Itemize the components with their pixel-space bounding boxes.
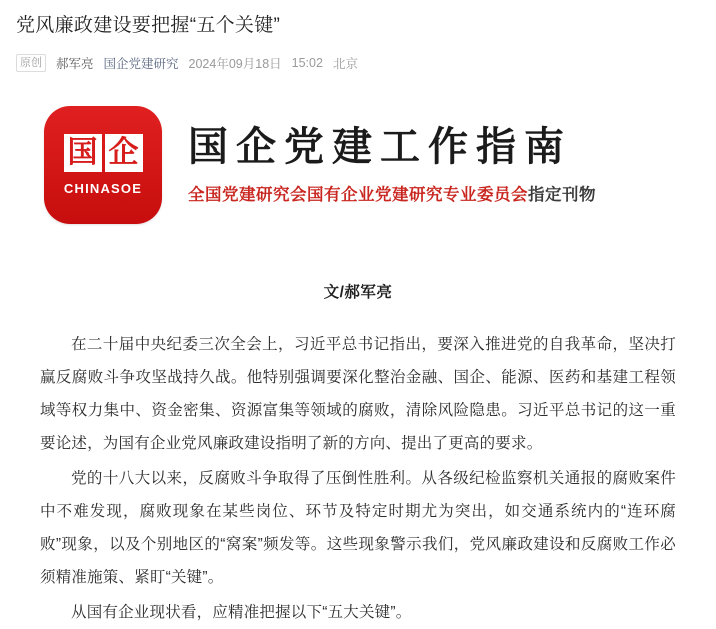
meta-date: 2024年09月18日 xyxy=(188,57,282,71)
original-badge: 原创 xyxy=(16,54,46,72)
masthead-banner xyxy=(0,106,716,224)
meta-location: 北京 xyxy=(332,57,358,71)
paragraph: 在二十届中央纪委三次全会上，习近平总书记指出，要深入推进党的自我革命，坚决打赢反腐败斗争攻坚战持久战。他特别强调要深化整治金融、国企、能源、医药和基建工程领域等权力集中、资金密集、资源富集等领域的腐败，清除风险隐患。习近平总书记的这一重要论述，为国有企业党风廉政建设指明了新的方向、提出了更高的要求。 xyxy=(40,336,676,452)
meta-time: 15:02 xyxy=(291,56,323,70)
banner-subtitle-highlight: 全国党建研究会国有企业党建研究专业委员会 xyxy=(188,185,528,204)
banner-subtitle xyxy=(188,183,686,207)
logo-characters xyxy=(64,134,143,172)
article-meta xyxy=(0,40,716,72)
banner-title: 国企党建工作指南 xyxy=(188,124,572,170)
logo-char-2: 企 xyxy=(105,134,143,172)
page-title: 党风廉政建设要把握“五个关键” xyxy=(16,15,281,36)
byline: 文/郝军亮 xyxy=(323,284,393,301)
banner-text-block xyxy=(188,123,686,207)
paragraph: 从国有企业现状看，应精准把握以下“五大关键”。 xyxy=(71,604,412,621)
meta-account-link[interactable]: 国企党建研究 xyxy=(103,57,179,71)
paragraph: 党的十八大以来，反腐败斗争取得了压倒性胜利。从各级纪检监察机关通报的腐败案件中不难发现，腐败现象在某些岗位、环节及特定时期尤为突出，如交通系统内的“连环腐败”现象，以及个别地区的“窝案”频发等。这些现象警示我们，党风廉政建设和反腐败工作必须精准施策、紧盯“关键”。 xyxy=(40,470,676,586)
banner-subtitle-rest: 指定刊物 xyxy=(528,185,596,204)
logo-subtext: CHINASOE xyxy=(63,181,143,196)
article-body xyxy=(0,328,716,629)
logo-char-1: 国 xyxy=(64,134,102,172)
chinasoe-logo xyxy=(44,106,162,224)
meta-author: 郝军亮 xyxy=(56,57,94,71)
